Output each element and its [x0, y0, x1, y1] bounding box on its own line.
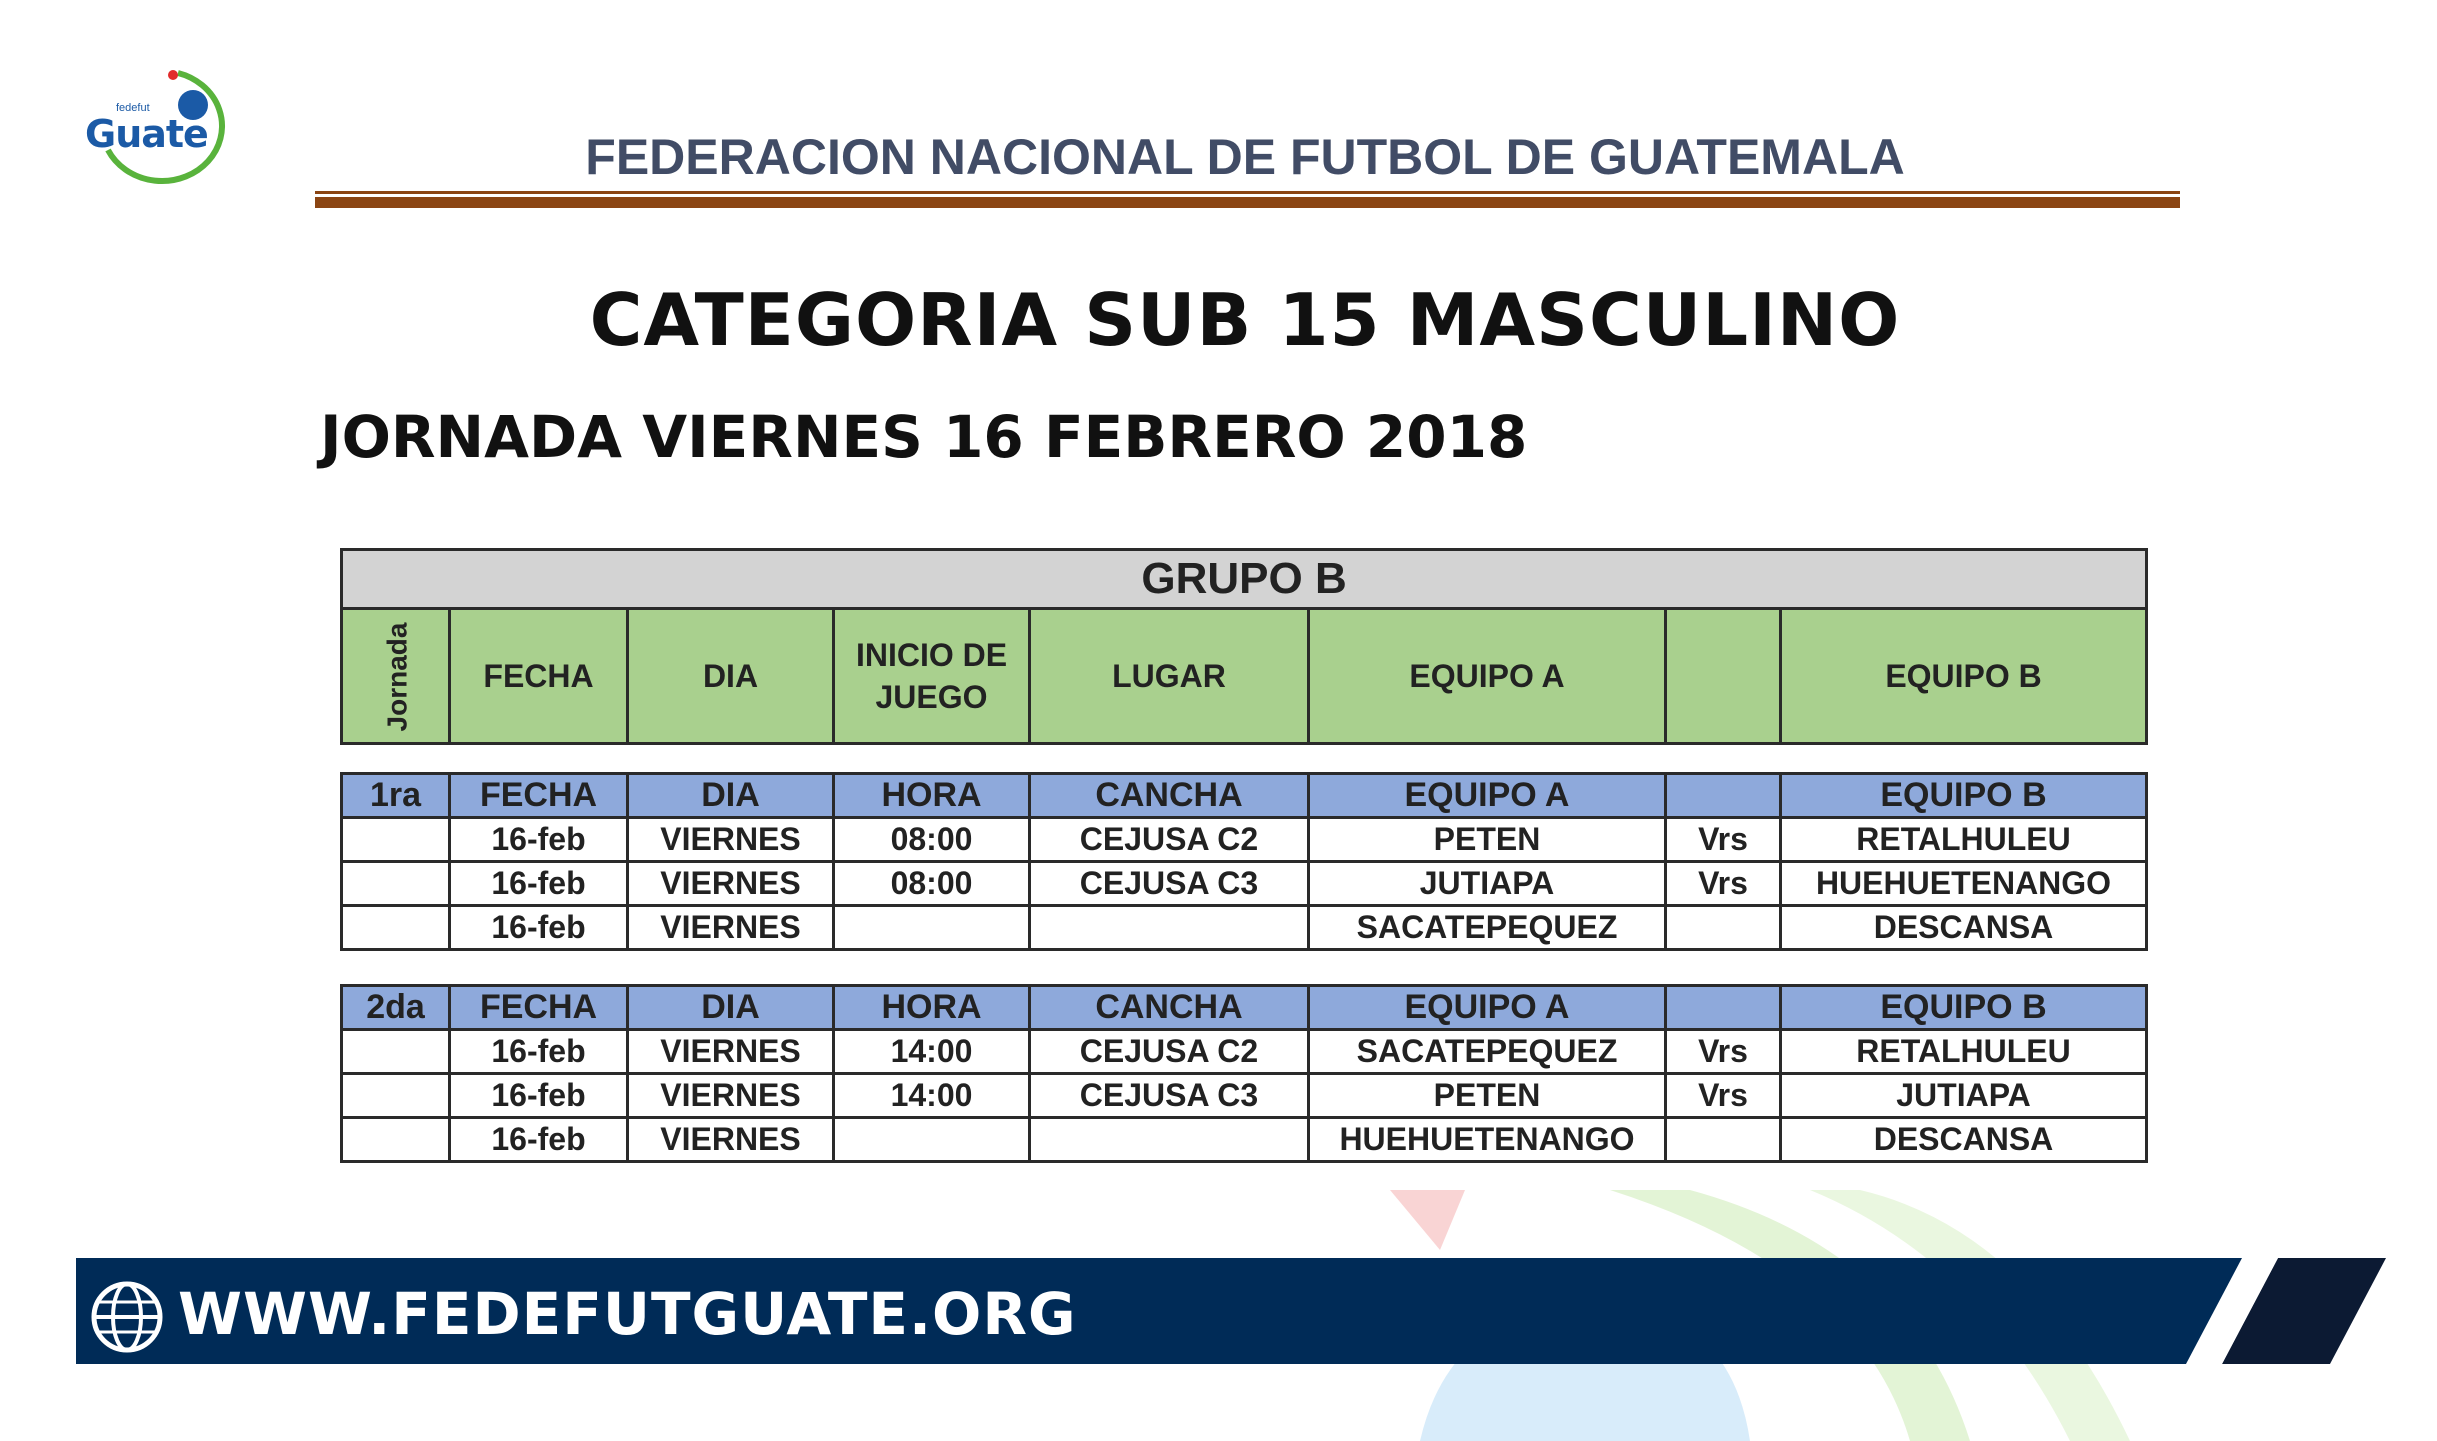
cell-equipo-a: PETEN [1309, 1074, 1666, 1118]
header-fecha: FECHA [450, 609, 628, 744]
cell-dia: VIERNES [628, 818, 834, 862]
cell-vs: Vrs [1666, 1030, 1781, 1074]
round-header-hora: HORA [834, 774, 1030, 818]
cell-cancha: CEJUSA C3 [1030, 1074, 1309, 1118]
cell-dia: VIERNES [628, 1030, 834, 1074]
logo-text: Guate [85, 112, 208, 156]
round-header-dia: DIA [628, 986, 834, 1030]
cell-equipo-b: JUTIAPA [1781, 1074, 2147, 1118]
cell-vs: Vrs [1666, 818, 1781, 862]
cell-equipo-b: DESCANSA [1781, 906, 2147, 950]
cell-fecha: 16-feb [450, 1030, 628, 1074]
round-header-equipo-b: EQUIPO B [1781, 986, 2147, 1030]
cell-equipo-a: HUEHUETENANGO [1309, 1118, 1666, 1162]
cell-equipo-a: PETEN [1309, 818, 1666, 862]
round-header-equipo-a: EQUIPO A [1309, 986, 1666, 1030]
cell-fecha: 16-feb [450, 862, 628, 906]
cell-fecha: 16-feb [450, 906, 628, 950]
cell-vs: Vrs [1666, 862, 1781, 906]
cell-fecha: 16-feb [450, 1118, 628, 1162]
cell-fecha: 16-feb [450, 818, 628, 862]
header-dia: DIA [628, 609, 834, 744]
header-equipo-b: EQUIPO B [1781, 609, 2147, 744]
cell-hora: 08:00 [834, 818, 1030, 862]
cell-hora: 14:00 [834, 1030, 1030, 1074]
round-header-cancha: CANCHA [1030, 986, 1309, 1030]
cell-hora: 14:00 [834, 1074, 1030, 1118]
header-inicio-label: INICIO DE JUEGO [855, 637, 1008, 715]
logo-small-text: fedefut [116, 102, 150, 114]
round-header-hora: HORA [834, 986, 1030, 1030]
round-header-cancha: CANCHA [1030, 774, 1309, 818]
round-header-jornada: 2da [342, 986, 450, 1030]
round-header-dia: DIA [628, 774, 834, 818]
cell-vs: Vrs [1666, 1074, 1781, 1118]
federation-title: FEDERACION NACIONAL DE FUTBOL DE GUATEMALA [585, 129, 1905, 185]
round-header-equipo-a: EQUIPO A [1309, 774, 1666, 818]
cell-equipo-b: RETALHULEU [1781, 818, 2147, 862]
cell-equipo-b: DESCANSA [1781, 1118, 2147, 1162]
cell-dia: VIERNES [628, 1118, 834, 1162]
header-jornada-label: Jornada [381, 622, 413, 732]
header-equipo-a: EQUIPO A [1309, 609, 1666, 744]
globe-icon [88, 1278, 166, 1356]
cell-dia: VIERNES [628, 862, 834, 906]
cell-cancha: CEJUSA C2 [1030, 1030, 1309, 1074]
cell-fecha: 16-feb [450, 1074, 628, 1118]
website-link[interactable]: WWW.FEDEFUTGUATE.ORG [178, 1280, 1077, 1348]
cell-equipo-a: SACATEPEQUEZ [1309, 906, 1666, 950]
cell-dia: VIERNES [628, 906, 834, 950]
round-header-jornada: 1ra [342, 774, 450, 818]
cell-dia: VIERNES [628, 1074, 834, 1118]
jornada-title: JORNADA VIERNES 16 FEBRERO 2018 [320, 403, 1528, 471]
cell-cancha: CEJUSA C3 [1030, 862, 1309, 906]
cell-equipo-b: RETALHULEU [1781, 1030, 2147, 1074]
group-title: GRUPO B [342, 550, 2147, 609]
round-header-fecha: FECHA [450, 774, 628, 818]
round-header-fecha: FECHA [450, 986, 628, 1030]
round-header-equipo-b: EQUIPO B [1781, 774, 2147, 818]
cell-equipo-a: JUTIAPA [1309, 862, 1666, 906]
category-title: CATEGORIA SUB 15 MASCULINO [589, 278, 1901, 362]
cell-cancha: CEJUSA C2 [1030, 818, 1309, 862]
header-lugar: LUGAR [1030, 609, 1309, 744]
cell-equipo-a: SACATEPEQUEZ [1309, 1030, 1666, 1074]
cell-hora: 08:00 [834, 862, 1030, 906]
cell-equipo-b: HUEHUETENANGO [1781, 862, 2147, 906]
